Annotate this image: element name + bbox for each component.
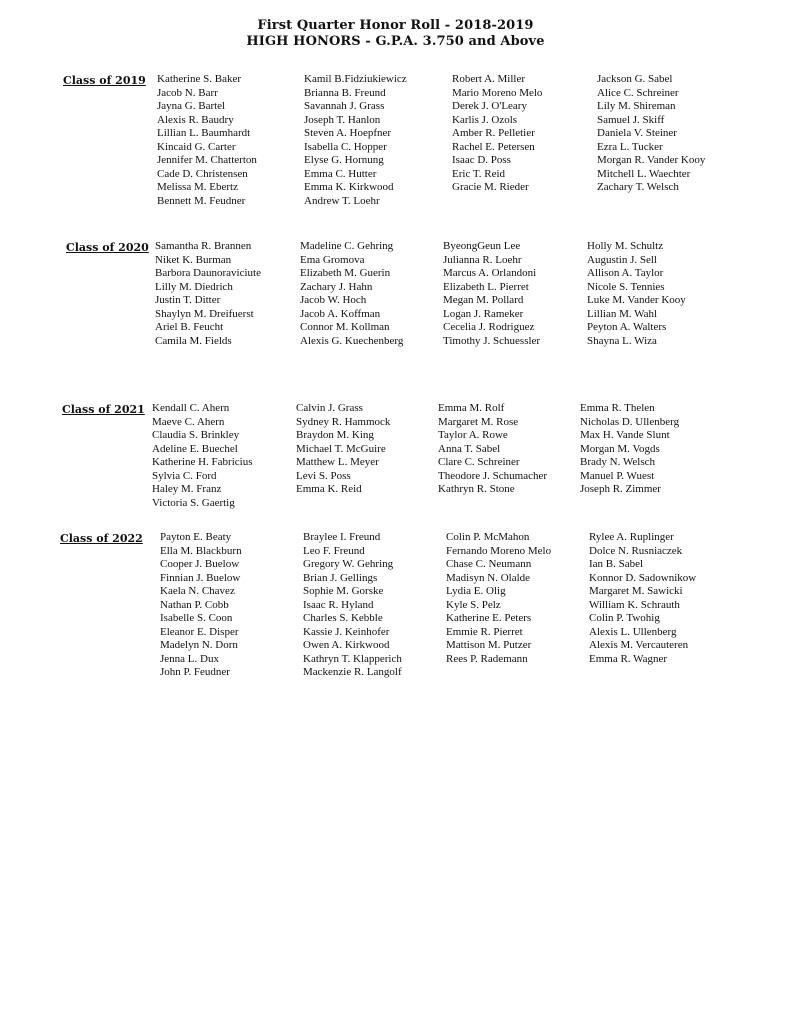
student-name: Jacob N. Barr	[157, 86, 218, 99]
class-label: Class of 2021	[62, 403, 145, 416]
student-name: Kyle S. Pelz	[446, 598, 501, 611]
student-name: Isaac D. Poss	[452, 154, 511, 166]
student-name: Konnor D. Sadownikow	[589, 571, 697, 584]
student-name: Brianna B. Freund	[304, 86, 386, 99]
name-column	[304, 73, 407, 208]
student-name: Ema Gromova	[300, 253, 365, 266]
student-name: Matthew L. Meyer	[296, 456, 379, 468]
student-name: Charles S. Kebble	[303, 612, 383, 624]
student-name: Shayna L. Wiza	[587, 334, 657, 347]
student-name: Fernando Moreno Melo	[446, 544, 552, 557]
student-name: Kincaid G. Carter	[157, 140, 236, 153]
student-name: Mario Moreno Melo	[452, 86, 543, 99]
student-name: Victoria S. Gaertig	[152, 496, 235, 509]
name-column	[157, 73, 257, 208]
student-name: Katherine E. Peters	[446, 612, 532, 624]
student-name: Alice C. Schreiner	[597, 86, 679, 99]
class-label: Class of 2022	[60, 532, 143, 545]
student-name: Peyton A. Walters	[587, 321, 667, 333]
name-column	[303, 531, 402, 680]
student-name: Alexis G. Kuechenberg	[300, 334, 404, 347]
student-name: Mitchell L. Waechter	[597, 167, 691, 180]
student-name: Brady N. Welsch	[580, 456, 655, 468]
student-name: Emma R. Wagner	[589, 652, 668, 665]
student-name: Max H. Vande Slunt	[580, 429, 670, 441]
student-name: Colin P. Twohig	[589, 612, 660, 624]
student-name: Sylvia C. Ford	[152, 469, 217, 482]
student-name: Samantha R. Brannen	[155, 240, 252, 252]
page-title: First Quarter Honor Roll - 2018-2019	[257, 18, 534, 33]
student-name: Alexis L. Ullenberg	[589, 625, 677, 638]
student-name: Melissa M. Ebertz	[157, 181, 238, 193]
student-name: Augustin J. Sell	[587, 253, 657, 266]
name-column	[155, 240, 261, 348]
student-name: Kamil B.Fidziukiewicz	[304, 73, 407, 85]
student-name: Morgan M. Vogds	[580, 442, 660, 455]
student-name: Payton E. Beaty	[160, 531, 232, 543]
student-name: Ella M. Blackburn	[160, 544, 242, 557]
student-name: Nicole S. Tennies	[587, 280, 665, 293]
student-name: Logan J. Rameker	[443, 307, 524, 320]
student-name: Ian B. Sabel	[589, 558, 644, 570]
name-column	[300, 240, 403, 348]
student-name: Rachel E. Petersen	[452, 140, 535, 153]
student-name: Samuel J. Skiff	[597, 113, 665, 126]
student-name: Timothy J. Schuessler	[443, 334, 541, 347]
student-name: Zachary J. Hahn	[300, 280, 373, 293]
student-name: Kendall C. Ahern	[152, 402, 230, 414]
student-name: Ariel B. Feucht	[155, 321, 224, 333]
student-name: Cade D. Christensen	[157, 167, 248, 180]
name-column	[589, 531, 696, 666]
student-name: Chase C. Neumann	[446, 558, 532, 570]
student-name: Manuel P. Wuest	[580, 469, 655, 482]
student-name: Margaret M. Rose	[438, 415, 519, 428]
student-name: Emma K. Reid	[296, 483, 362, 495]
student-name: Niket K. Burman	[155, 253, 232, 266]
student-name: Karlis J. Ozols	[452, 113, 518, 126]
student-name: Alexis R. Baudry	[157, 113, 234, 126]
name-column	[296, 402, 390, 497]
student-name: Dolce N. Rusniaczek	[589, 544, 683, 557]
student-name: Maeve C. Ahern	[152, 415, 225, 428]
student-name: Kathryn T. Klapperich	[303, 652, 402, 665]
student-name: Rylee A. Ruplinger	[589, 531, 674, 543]
student-name: Isabelle S. Coon	[160, 612, 233, 624]
name-column	[580, 402, 679, 497]
student-name: Zachary T. Welsch	[597, 181, 679, 193]
student-name: Camila M. Fields	[155, 334, 232, 347]
student-name: Sydney R. Hammock	[296, 415, 391, 428]
honor-roll-header	[0, 18, 791, 50]
student-name: Amber R. Pelletier	[452, 127, 535, 139]
student-name: Emma C. Hutter	[304, 167, 377, 180]
student-name: Taylor A. Rowe	[438, 429, 508, 441]
student-name: Megan M. Pollard	[443, 294, 524, 306]
student-name: Elizabeth M. Guerin	[300, 267, 391, 279]
student-name: Ezra L. Tucker	[597, 140, 663, 153]
student-name: Katherine H. Fabricius	[152, 456, 253, 468]
student-name: Haley M. Franz	[152, 483, 222, 495]
student-name: Isaac R. Hyland	[303, 598, 374, 611]
student-name: Savannah J. Grass	[304, 100, 385, 112]
student-name: Eric T. Reid	[452, 167, 506, 180]
student-name: Michael T. McGuire	[296, 442, 386, 455]
student-name: Mackenzie R. Langolf	[303, 666, 402, 678]
student-name: Lily M. Shireman	[597, 100, 676, 112]
student-name: Cooper J. Buelow	[160, 558, 240, 570]
student-name: Elizabeth L. Pierret	[443, 280, 529, 293]
student-name: Katherine S. Baker	[157, 73, 241, 85]
student-name: Shaylyn M. Dreifuerst	[155, 307, 254, 320]
student-name: Owen A. Kirkwood	[303, 639, 390, 651]
student-name: Lillian M. Wahl	[587, 307, 658, 320]
student-name: Madelyn N. Dorn	[160, 639, 238, 651]
name-column	[446, 531, 551, 666]
student-name: Rees P. Rademann	[446, 652, 528, 665]
student-name: Emma R. Thelen	[580, 402, 655, 414]
name-column	[152, 402, 253, 510]
student-name: John P. Feudner	[160, 666, 230, 678]
student-name: Cecelia J. Rodriguez	[443, 321, 535, 333]
student-name: Gracie M. Rieder	[452, 181, 529, 193]
student-name: Kassie J. Keinhofer	[303, 625, 390, 638]
student-name: Lilly M. Diedrich	[155, 280, 233, 293]
student-name: Braylee I. Freund	[303, 531, 381, 543]
student-name: Braydon M. King	[296, 429, 374, 441]
student-name: Mattison M. Putzer	[446, 639, 532, 651]
student-name: Alexis M. Vercauteren	[589, 639, 689, 651]
student-name: Colin P. McMahon	[446, 531, 530, 543]
name-column	[597, 73, 705, 195]
name-column	[160, 531, 242, 680]
student-name: Jacob A. Koffman	[300, 307, 381, 320]
student-name: Emma M. Rolf	[438, 402, 505, 414]
student-name: Brian J. Gellings	[303, 571, 378, 584]
student-name: Derek J. O'Leary	[452, 100, 527, 112]
student-name: Calvin J. Grass	[296, 402, 363, 414]
student-name: Luke M. Vander Kooy	[587, 294, 686, 306]
student-name: William K. Schrauth	[589, 598, 680, 611]
student-name: Bennett M. Feudner	[157, 194, 246, 207]
student-name: Jayna G. Bartel	[157, 100, 226, 112]
student-name: Theodore J. Schumacher	[438, 469, 548, 482]
student-name: Joseph T. Hanlon	[304, 113, 381, 126]
student-name: Connor M. Kollman	[300, 321, 390, 333]
student-name: Kaela N. Chavez	[160, 585, 235, 597]
student-name: Levi S. Poss	[296, 469, 351, 482]
student-name: Jacob W. Hoch	[300, 294, 367, 306]
student-name: Holly M. Schultz	[587, 240, 664, 252]
student-name: Jennifer M. Chatterton	[157, 154, 257, 166]
student-name: Madisyn N. Olalde	[446, 571, 531, 584]
student-name: Allison A. Taylor	[587, 267, 664, 279]
student-name: Julianna R. Loehr	[443, 253, 522, 266]
student-name: Steven A. Hoepfner	[304, 127, 392, 139]
student-name: Jenna L. Dux	[160, 652, 219, 665]
student-name: Barbora Daunoraviciute	[155, 267, 261, 279]
student-name: Robert A. Miller	[452, 73, 526, 85]
class-label: Class of 2020	[66, 241, 149, 254]
student-name: Emmie R. Pierret	[446, 625, 523, 638]
student-name: Lillian L. Baumhardt	[157, 127, 251, 139]
student-name: Joseph R. Zimmer	[580, 483, 661, 495]
student-name: Gregory W. Gehring	[303, 558, 394, 570]
student-name: Marcus A. Orlandoni	[443, 267, 537, 279]
student-name: Daniela V. Steiner	[597, 127, 677, 139]
student-name: Madeline C. Gehring	[300, 240, 394, 252]
name-column	[443, 240, 540, 348]
student-name: Lydia E. Olig	[446, 585, 506, 597]
student-name: Anna T. Sabel	[438, 442, 501, 455]
student-name: Nicholas D. Ullenberg	[580, 415, 680, 428]
student-name: Clare C. Schreiner	[438, 456, 520, 468]
student-name: Nathan P. Cobb	[160, 598, 229, 611]
student-name: Elyse G. Hornung	[304, 154, 384, 166]
page-subtitle: HIGH HONORS - G.P.A. 3.750 and Above	[246, 34, 545, 49]
student-name: Leo F. Freund	[303, 544, 365, 557]
student-name: ByeongGeun Lee	[443, 240, 521, 252]
name-column	[587, 240, 686, 348]
student-name: Sophie M. Gorske	[303, 585, 384, 597]
student-name: Morgan R. Vander Kooy	[597, 154, 706, 166]
student-name: Eleanor E. Disper	[160, 625, 239, 638]
student-name: Margaret M. Sawicki	[589, 585, 683, 597]
student-name: Jackson G. Sabel	[597, 73, 673, 85]
student-name: Andrew T. Loehr	[304, 194, 380, 207]
student-name: Isabella C. Hopper	[304, 140, 387, 153]
student-name: Justin T. Ditter	[155, 294, 221, 306]
class-label: Class of 2019	[63, 74, 146, 87]
student-name: Emma K. Kirkwood	[304, 181, 394, 193]
student-name: Adeline E. Buechel	[152, 442, 238, 455]
name-column	[452, 73, 542, 195]
student-name: Claudia S. Brinkley	[152, 429, 240, 441]
name-column	[438, 402, 547, 497]
student-name: Kathryn R. Stone	[438, 483, 515, 495]
student-name: Finnian J. Buelow	[160, 571, 241, 584]
